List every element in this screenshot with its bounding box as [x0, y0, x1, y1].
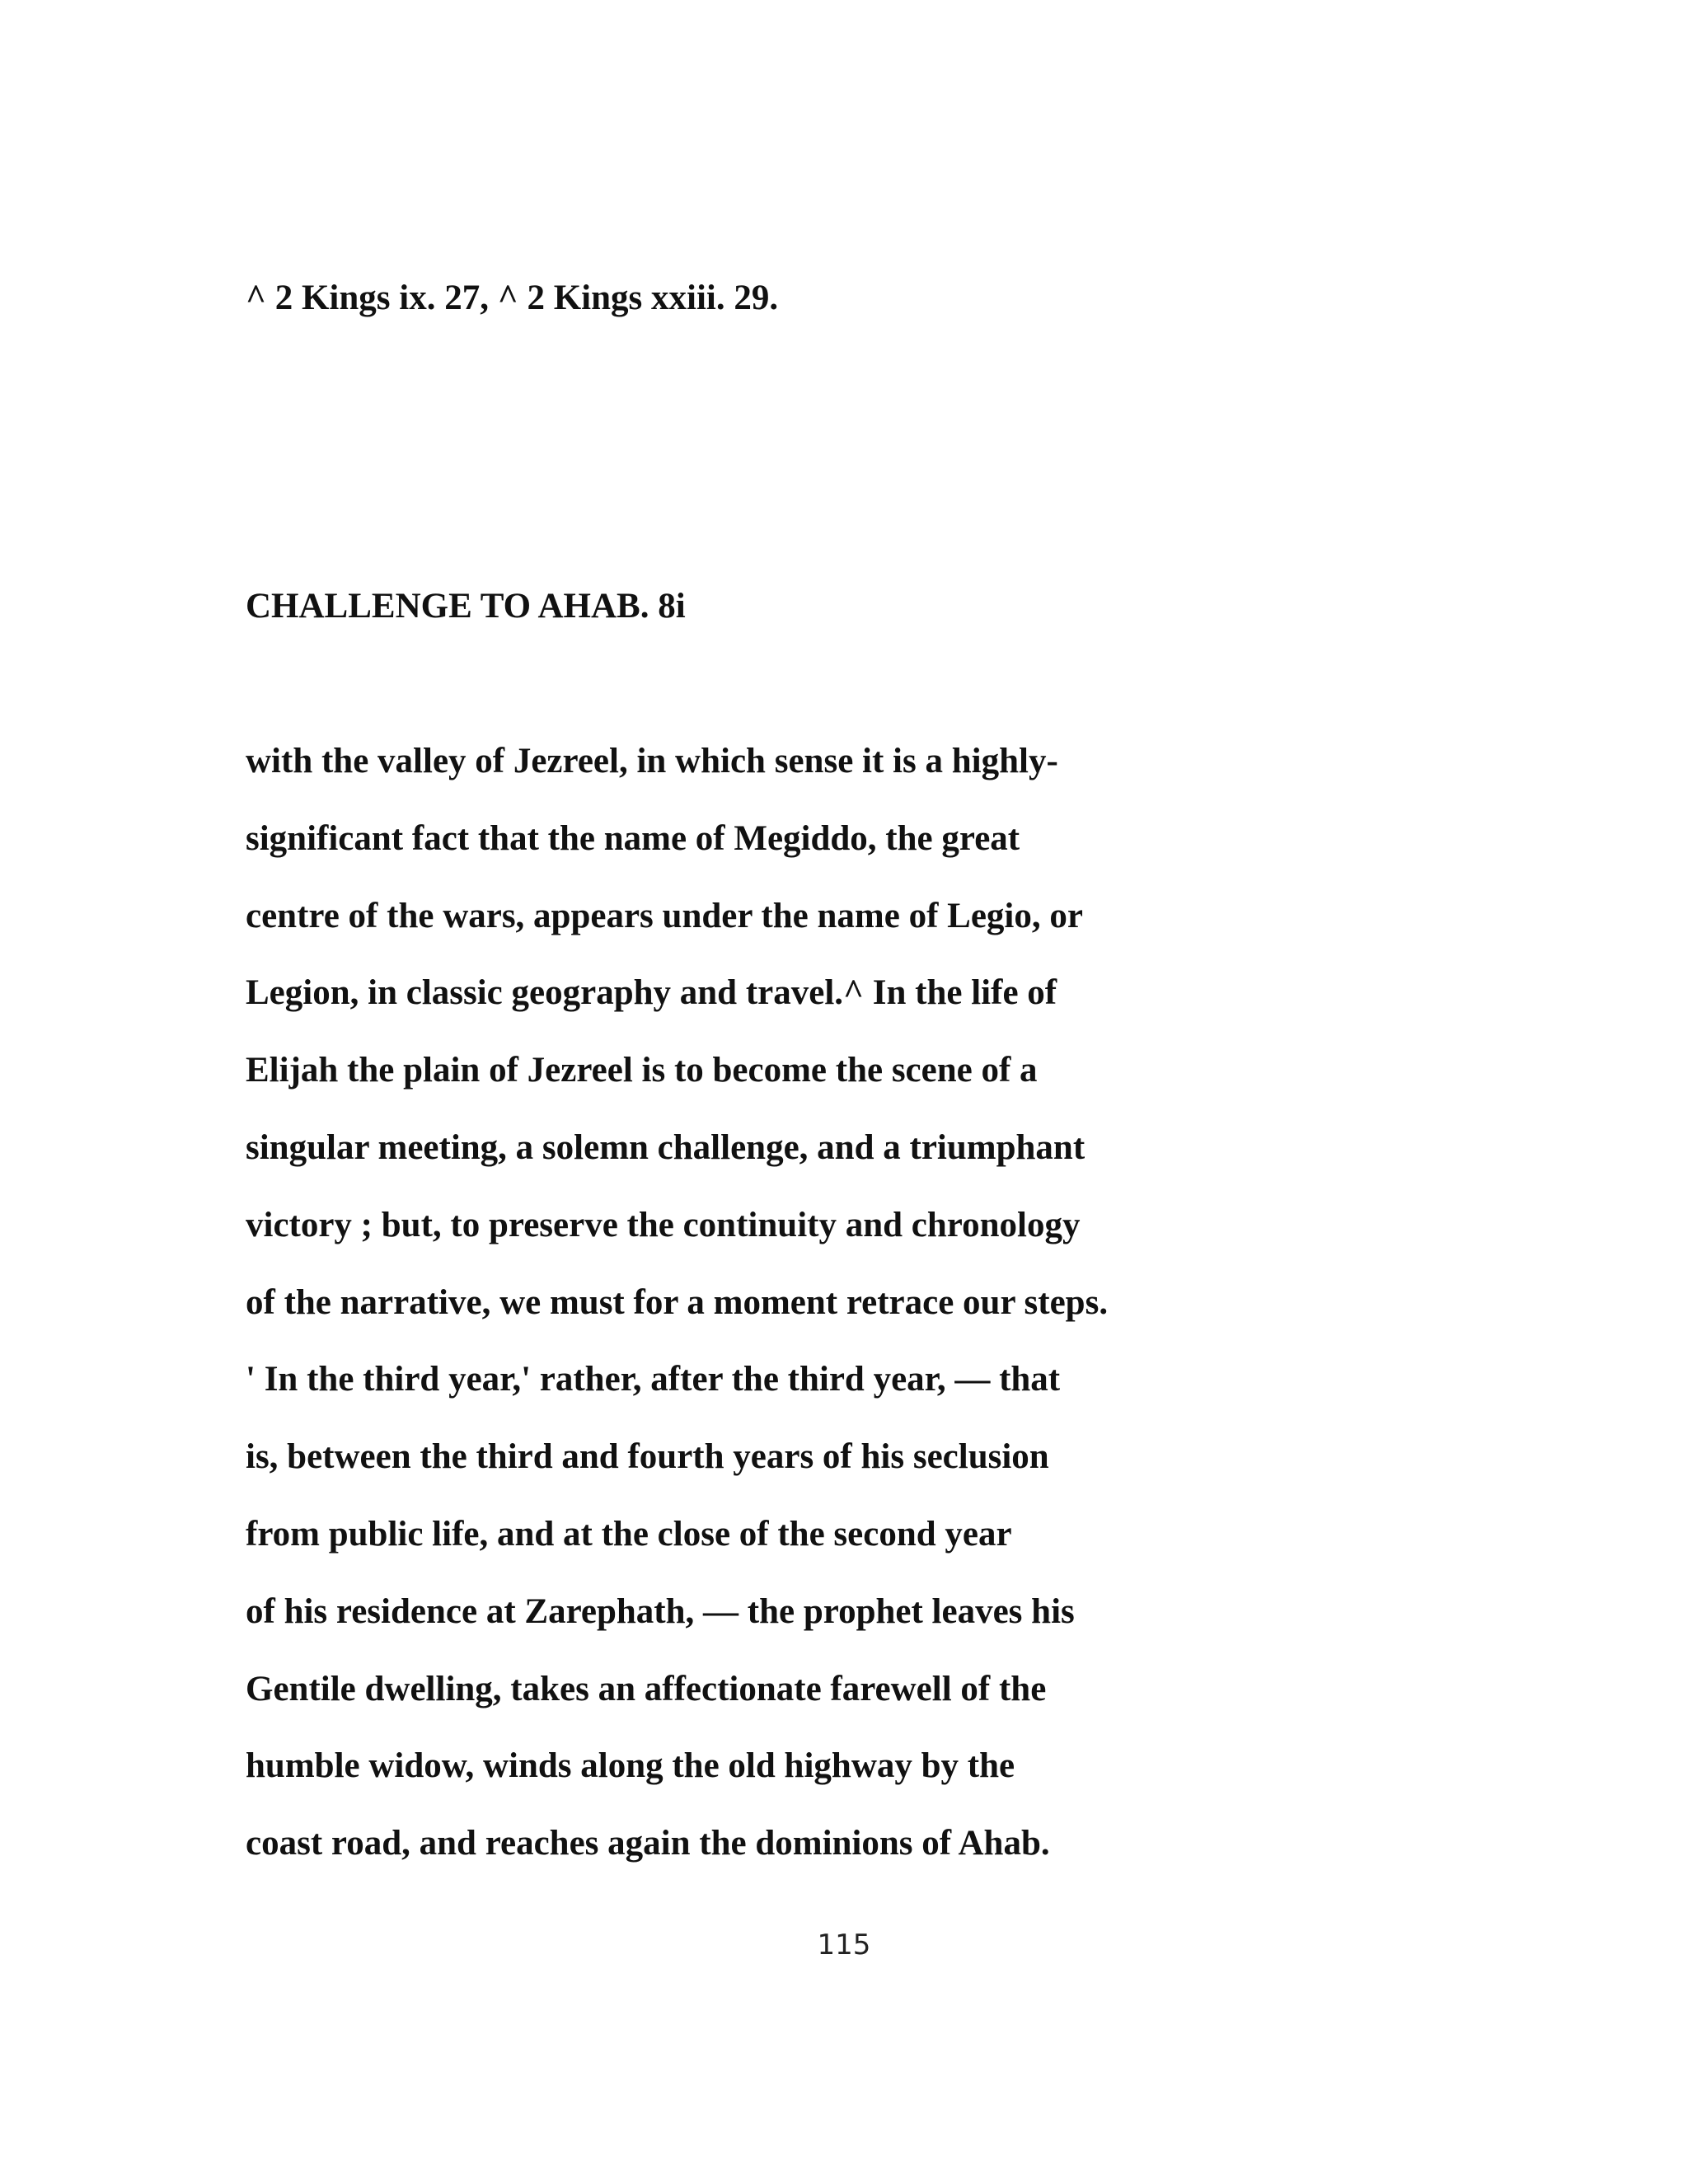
body-line: singular meeting, a solemn challenge, and a triumphant — [246, 1127, 1085, 1167]
body-line: centre of the wars, appears under the name of Legio, or — [246, 896, 1083, 935]
footnote-reference: ^ 2 Kings ix. 27, ^ 2 Kings xxiii. 29. — [246, 279, 779, 317]
body-line: Gentile dwelling, takes an affectionate farewell of the — [246, 1669, 1047, 1708]
body-text — [246, 742, 1108, 1901]
body-line: Elijah the plain of Jezreel is to become the scene of a — [246, 1051, 1038, 1090]
body-line: ' In the third year,' rather, after the third year, — that — [246, 1360, 1061, 1399]
body-line: victory ; but, to preserve the continuity and chronology — [246, 1205, 1081, 1244]
page-number: 115 — [817, 1929, 871, 1961]
body-line: is, between the third and fourth years of his seclusion — [246, 1437, 1049, 1477]
body-line: from public life, and at the close of the second year — [246, 1514, 1012, 1554]
body-line: coast road, and reaches again the dominions of Ahab. — [246, 1824, 1050, 1863]
body-line: of his residence at Zarephath, — the prophet leaves his — [246, 1591, 1075, 1631]
running-heading: CHALLENGE TO AHAB. 8i — [246, 587, 686, 626]
body-line: with the valley of Jezreel, in which sense it is a highly- — [246, 742, 1058, 780]
body-line: of the narrative, we must for a moment retrace our steps. — [246, 1282, 1109, 1322]
body-line: Legion, in classic geography and travel.^ In the life of — [246, 973, 1057, 1013]
body-line: significant fact that the name of Megiddo, the great — [246, 818, 1020, 858]
body-line: humble widow, winds along the old highway by the — [246, 1746, 1015, 1786]
